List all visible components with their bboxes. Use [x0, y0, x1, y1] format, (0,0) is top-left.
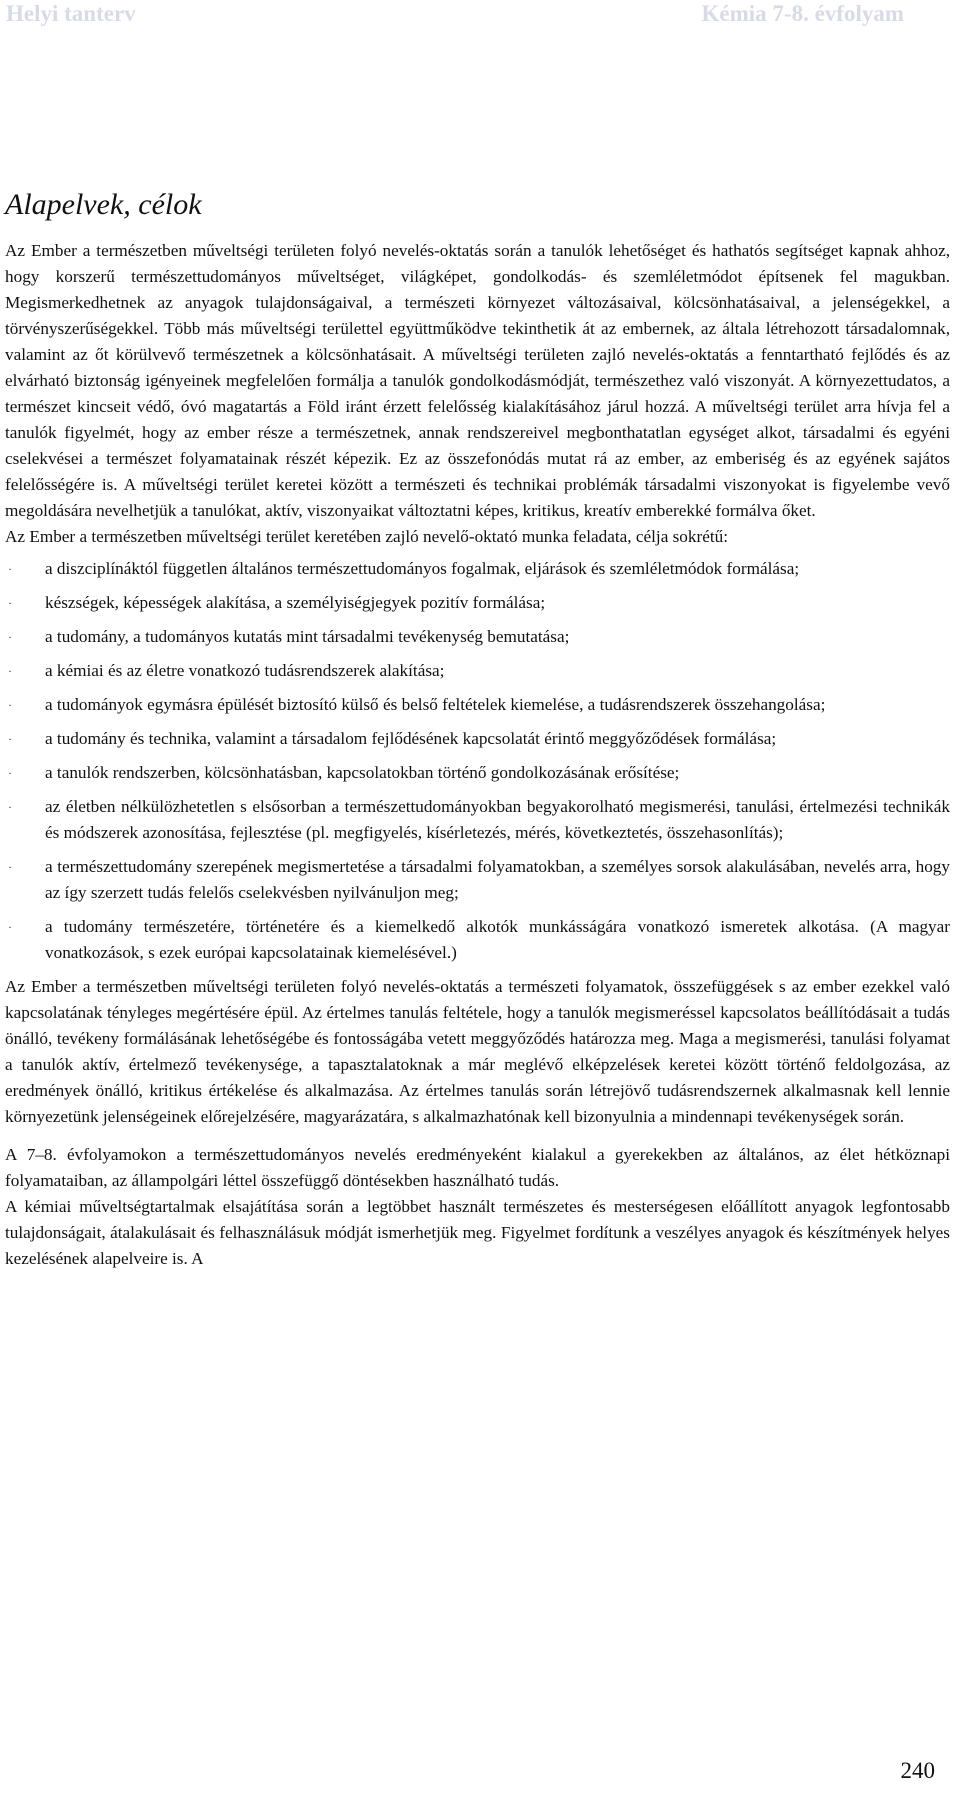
page-number: 240	[900, 1758, 935, 1783]
bullet-icon: ·	[8, 920, 12, 934]
running-header	[0, 0, 960, 32]
bullet-icon: ·	[8, 860, 12, 874]
list-item: · a kémiai és az életre vonatkozó tudásrendszerek alakítása;	[5, 658, 950, 684]
bullet-icon: ·	[8, 630, 12, 644]
paragraph-grades: A 7–8. évfolyamokon a természettudományos nevelés eredményeként kialakul a gyerekekben az általános, az élet hétköznapi folyamataiban, az állampolgári léttel összefüggő döntésekben használható tudás.	[5, 1145, 950, 1190]
list-item: · a tanulók rendszerben, kölcsönhatásban, kapcsolatokban történő gondolkozásának erősítése;	[5, 760, 950, 786]
list-item: · az életben nélkülözhetetlen s elsősorban a természettudományokban begyakorolható megismerési, tanulási, értelmezési technikák és módszerek azonosítása, fejlesztése (pl. megfigyelés, kísérletezés, mérés, következtetés, összehasonlítás);	[5, 794, 950, 846]
list-item: · a tudományok egymásra épülését biztosító külső és belső feltételek kiemelése, a tudásrendszerek összehangolása;	[5, 692, 950, 718]
list-item: · a tudomány természetére, történetére és a kiemelkedő alkotók munkásságára vonatkozó ismeretek alkotása. (A magyar vonatkozások, s ezek európai kapcsolatainak kiemelésével.)	[5, 914, 950, 966]
list-item: · a tudomány, a tudományos kutatás mint társadalmi tevékenység bemutatása;	[5, 624, 950, 650]
bullet-icon: ·	[8, 664, 12, 678]
paragraph-goals-intro: Az Ember a természetben műveltségi terület keretében zajló nevelő-oktató munka feladata, célja sokrétű:	[5, 527, 728, 546]
paragraph-intro: Az Ember a természetben műveltségi területen folyó nevelés-oktatás során a tanulók lehetőséget és hathatós segítséget kapnak ahhoz, hogy korszerű természettudományos műveltséget, világképet, gondolkodás- és szemléletmódot építsenek fel magukban. Megismerkedhetnek az anyagok tulajdonságaival, a természeti környezet változásaival, kölcsönhatásaival, a jelenségekkel, a törvényszerűségekkel. Több más műveltségi területtel együttműködve tekinthetik át az embernek, az általa létrehozott társadalomnak, valamint az őt körülvevő természetnek a kölcsönhatásait. A műveltségi területen zajló nevelés-oktatás a fenntartható fejlődés és az elvárható biztonság igényeinek megfelelően formálja a tanulók gondolkodásmódját, természethez való viszonyát. A környezettudatos, a természet kincseit védő, óvó magatartás a Föld iránt érzett felelősség kialakításához járul hozzá. A műveltségi terület arra hívja fel a tanulók figyelmét, hogy az ember része a természetnek, annak rendszereivel megbonthatatlan egységet alkot, társadalmi és egyéni cselekvései a természet folyamatainak részét képezik. Ez az összefonódás mutat rá az ember, az emberiség és az egyének sajátos felelősségére is. A műveltségi terület keretei között a természeti és technikai problémák társadalmi viszonyokat is figyelembe vevő megoldására nevelhetjük a tanulókat, aktív, viszonyaikat változtatni képes, kritikus, kreatív emberekké formálva őket.	[5, 241, 950, 520]
document-body	[5, 188, 950, 1272]
list-item: · készségek, képességek alakítása, a személyiségjegyek pozitív formálása;	[5, 590, 950, 616]
bullet-icon: ·	[8, 596, 12, 610]
bullet-icon: ·	[8, 766, 12, 780]
header-right-title: Kémia 7-8. évfolyam	[701, 1, 904, 26]
bullet-icon: ·	[8, 800, 12, 814]
list-item: · a tudomány és technika, valamint a társadalom fejlődésének kapcsolatát érintő meggyőződések formálása;	[5, 726, 950, 752]
bullet-icon: ·	[8, 698, 12, 712]
bullet-icon: ·	[8, 562, 12, 576]
section-heading: Alapelvek, célok	[5, 188, 202, 221]
header-left-title: Helyi tanterv	[6, 1, 136, 26]
list-item: · a diszciplínáktól független általános természettudományos fogalmak, eljárások és szemléletmódok formálása;	[5, 556, 950, 582]
bullet-icon: ·	[8, 732, 12, 746]
list-item: · a természettudomány szerepének megismertetése a társadalmi folyamatokban, a személyes sorsok alakulásában, nevelés arra, hogy az így szerzett tudás felelős cselekvésben nyilvánuljon meg;	[5, 854, 950, 906]
paragraph-chemistry: A kémiai műveltségtartalmak elsajátítása során a legtöbbet használt természetes és mesterségesen előállított anyagok legfontosabb tulajdonságait, átalakulásait és felhasználásuk módját ismerhetjük meg. Figyelmet fordítunk a veszélyes anyagok és készítmények helyes kezelésének alapelveire is. A	[5, 1197, 950, 1268]
paragraph-learning: Az Ember a természetben műveltségi területen folyó nevelés-oktatás a természeti folyamatok, összefüggések s az ember ezekkel való kapcsolatának tényleges megértésére épül. Az értelmes tanulás feltétele, hogy a tanulók megismeréssel kapcsolatos beállítódásait a tudás önálló, tevékeny formálásának lehetőségébe és fontosságába vetett meggyőződés határozza meg. Maga a megismerési, tanulási folyamat a tanulók aktív, értelmező tevékenysége, a tapasztalatoknak a már meglévő elképzelések keretei között történő feldolgozása, az eredmények önálló, kritikus értékelése és alkalmazása. Az értelmes tanulás során létrejövő tudásrendszernek alkalmasnak kell lennie környezetünk jelenségeinek előrejelzésére, magyarázatára, s alkalmazhatónak kell bizonyulnia a mindennapi tevékenységek során.	[5, 977, 950, 1126]
goals-list	[5, 556, 950, 966]
